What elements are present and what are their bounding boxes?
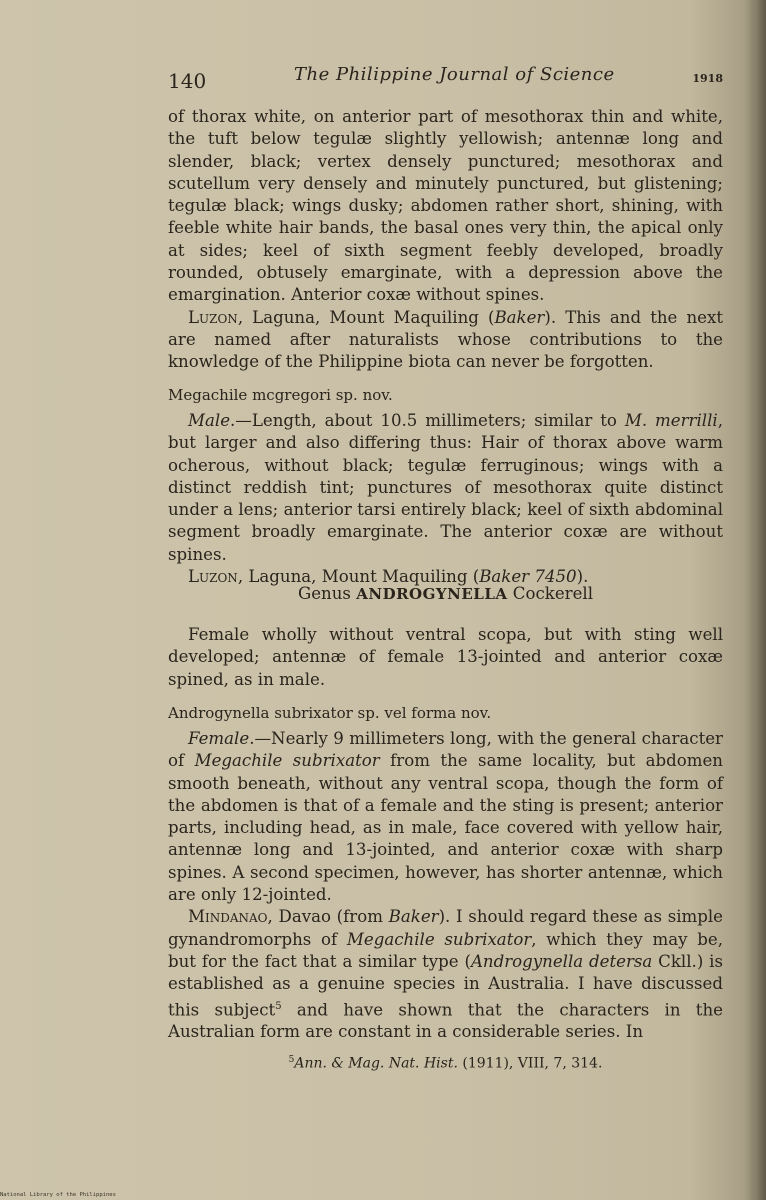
page-edge-shadow bbox=[748, 0, 766, 1200]
collector-name: Baker 7450 bbox=[479, 567, 577, 587]
description-paragraph bbox=[168, 728, 723, 906]
description-text: from the same locality, but abdomen smooth beneath, without any ventral scopa, though the form of the abdomen is that of a female and the sting is present; anterior parts, including head, as in male, face covered with yellow hair, antennæ long and 13-jointed, and anterior coxæ with sharp spines. A second specimen, however, has shorter antennæ, which are only 12-jointed. bbox=[168, 751, 723, 905]
sex-label: Male bbox=[188, 411, 231, 430]
genus-prefix: Genus bbox=[297, 584, 357, 603]
paragraph-continued bbox=[168, 106, 723, 374]
collector-name: Baker bbox=[388, 907, 439, 927]
locality-place: Luzon bbox=[188, 567, 238, 587]
locality-text: , Davao (from bbox=[267, 907, 389, 927]
species-reference: M. merrilli bbox=[624, 411, 718, 430]
collector-name: Baker bbox=[494, 307, 545, 327]
locality-text: and have shown that the characters in the Australian form are constant in a considerable series. In bbox=[168, 1000, 723, 1042]
genus-heading bbox=[168, 584, 723, 603]
species-description-subrixator bbox=[168, 728, 723, 1044]
locality-text: ). I should regard these as simple gynandromorphs of bbox=[168, 907, 724, 949]
locality-paragraph bbox=[168, 307, 723, 374]
header-year: 1918 bbox=[692, 72, 723, 85]
species-title-mcgregori bbox=[168, 386, 393, 404]
locality-end: ). This and the next are named after naturalists whose contributions to the knowledge of the Philippine biota can never be forgotten. bbox=[168, 307, 723, 372]
sex-label: Female bbox=[188, 729, 250, 748]
locality-end: ). bbox=[576, 567, 589, 587]
footnote-number: 5 bbox=[288, 1055, 295, 1065]
locality-text: , Laguna, Mount Maquiling ( bbox=[237, 567, 480, 587]
genus-name: ANDROGYNELLA bbox=[356, 585, 508, 603]
genus-description-text: Female wholly without ventral scopa, but with sting well developed; antennæ of female 13-jointed and anterior coxæ spined, as in male. bbox=[168, 625, 723, 689]
footnote bbox=[168, 1055, 723, 1072]
footnote-source: Ann. & Mag. Nat. Hist. bbox=[294, 1055, 458, 1072]
page-number: 140 bbox=[168, 69, 207, 93]
species-name: Megachile mcgregori bbox=[168, 386, 331, 404]
genus-description bbox=[168, 624, 723, 691]
description-text: .—Length, about 10.5 millimeters; similar to bbox=[230, 411, 625, 430]
journal-title: The Philippine Journal of Science bbox=[294, 64, 615, 85]
locality-text: Ckll.) is established as a genuine species in Australia. I have discussed this subject bbox=[168, 951, 723, 1020]
species-description-mcgregori bbox=[168, 410, 723, 588]
paragraph-text: of thorax white, on anterior part of mesothorax thin and white, the tuft below tegulæ slightly yellowish; antennæ long and slender, black; vertex densely punctured; mesothorax and scutellum very densely and minutely punctured, but glistening; tegulæ black; wings dusky; abdomen rather short, shining, with feeble white hair bands, the basal ones very thin, the apical only at sides; keel of sixth segment feebly developed, broadly rounded, obtusely emarginate, with a depression above the emargination. Anterior coxæ without spines. bbox=[168, 107, 723, 305]
locality-paragraph bbox=[168, 906, 723, 1043]
locality-text: , Laguna, Mount Maquiling ( bbox=[237, 307, 495, 327]
locality-place: Mindanao bbox=[188, 907, 268, 927]
description-paragraph bbox=[168, 410, 723, 566]
description-text: .—Nearly 9 millimeters long, with the general character of bbox=[168, 729, 723, 771]
species-reference: Megachile subrixator bbox=[194, 751, 380, 771]
genus-author: Cockerell bbox=[507, 584, 594, 603]
species-reference: Megachile subrixator bbox=[346, 929, 532, 949]
library-stamp: National Library of the Philippines bbox=[0, 1192, 116, 1198]
species-title-subrixator bbox=[168, 704, 491, 722]
footnote-reference[interactable]: 5 bbox=[275, 1000, 282, 1012]
description-text: , but larger and also differing thus: Hair of thorax above warm ocherous, without black; tegulæ ferruginous; wings with a distinct reddish tint; punctures of mesothorax quite distinct under a lens; anterior tarsi entirely black; keel of sixth abdominal segment broadly emarginate. The anterior coxæ are without spines. bbox=[168, 411, 723, 564]
species-suffix: sp. nov. bbox=[330, 386, 393, 404]
species-suffix: sp. vel forma nov. bbox=[352, 704, 492, 722]
running-header bbox=[168, 64, 723, 94]
species-name: Androgynella subrixator bbox=[168, 704, 353, 722]
species-reference: Androgynella detersa bbox=[470, 951, 653, 971]
footnote-text: (1911), VIII, 7, 314. bbox=[457, 1055, 603, 1072]
locality-place: Luzon bbox=[188, 307, 238, 327]
locality-text: , which they may be, but for the fact that a similar type ( bbox=[168, 929, 723, 971]
